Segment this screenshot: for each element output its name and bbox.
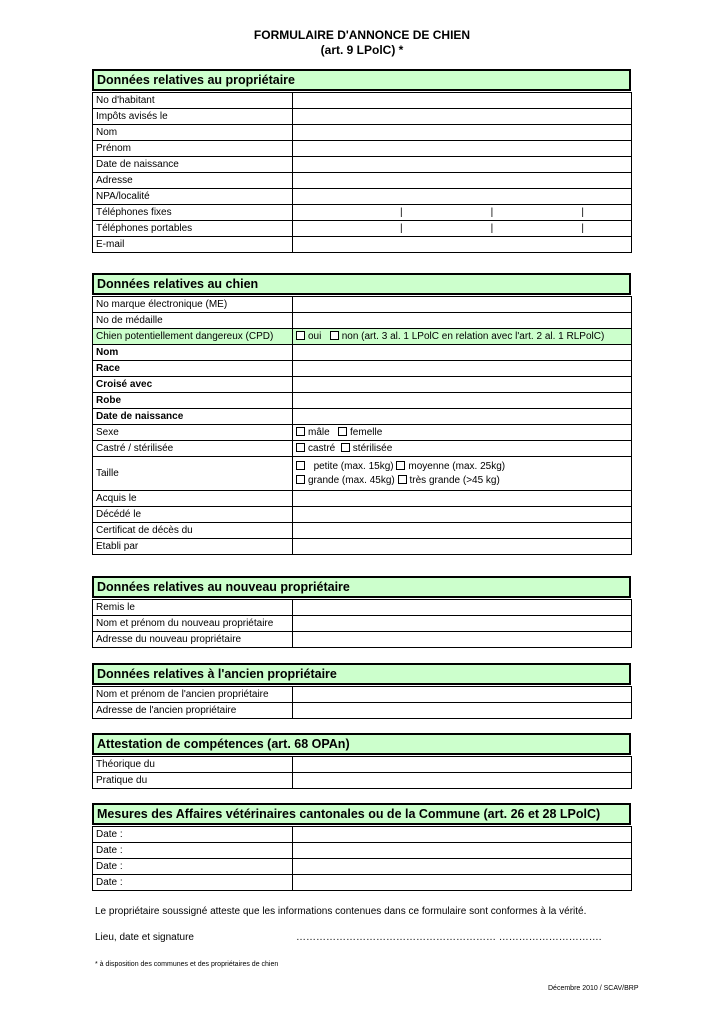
field-label: Téléphones fixes (93, 205, 293, 221)
table-row (93, 141, 632, 157)
table-row (93, 221, 632, 237)
phone-separator: | (400, 223, 403, 234)
neutered-options (293, 441, 632, 457)
option-label: castré (308, 443, 336, 454)
owner-lastname-field[interactable] (293, 125, 632, 141)
section-measures (92, 803, 631, 891)
phone-separator: | (581, 207, 584, 218)
table-row (93, 827, 632, 843)
section-owner (92, 69, 631, 253)
field-label: Chien potentiellement dangereux (CPD) (93, 329, 293, 345)
table-row (93, 125, 632, 141)
option-label: très grande (>45 kg) (409, 474, 500, 486)
form-subtitle: (art. 9 LPolC) * (320, 43, 404, 57)
dangerous-options (293, 329, 632, 345)
microchip-field[interactable] (293, 297, 632, 313)
field-label: E-mail (93, 237, 293, 253)
table-row (93, 523, 632, 539)
field-label: Date : (93, 827, 293, 843)
owner-table (92, 92, 632, 253)
checkbox-icon[interactable] (330, 331, 339, 340)
table-row (93, 616, 632, 632)
cross-field[interactable] (293, 377, 632, 393)
checkbox-icon[interactable] (296, 427, 305, 436)
section-measures-title: Mesures des Affaires vétérinaires cantonales ou de la Commune (art. 26 et 28 LPolC) (92, 803, 631, 825)
table-row (93, 377, 632, 393)
field-label: Date de naissance (93, 157, 293, 173)
section-dog-title: Données relatives au chien (92, 273, 631, 295)
field-label: Date : (93, 859, 293, 875)
option-label: mâle (308, 427, 330, 438)
table-row (93, 189, 632, 205)
competence-table (92, 756, 632, 789)
measure-field[interactable] (293, 859, 632, 875)
email-field[interactable] (293, 237, 632, 253)
dog-birthdate-field[interactable] (293, 409, 632, 425)
medal-field[interactable] (293, 313, 632, 329)
option-label: moyenne (max. 25kg) (408, 460, 506, 472)
table-row (93, 703, 632, 719)
table-row (93, 843, 632, 859)
table-row (93, 409, 632, 425)
table-row (93, 600, 632, 616)
field-label: Nom (93, 345, 293, 361)
table-row (93, 687, 632, 703)
table-row (93, 425, 632, 441)
section-old-owner-title: Données relatives à l'ancien propriétaire (92, 663, 631, 685)
checkbox-icon[interactable] (296, 331, 305, 340)
theory-date-field[interactable] (293, 757, 632, 773)
table-row (93, 539, 632, 555)
practice-date-field[interactable] (293, 773, 632, 789)
form-title: FORMULAIRE D'ANNONCE DE CHIEN (253, 28, 471, 42)
field-label: NPA/localité (93, 189, 293, 205)
field-label: Croisé avec (93, 377, 293, 393)
measure-field[interactable] (293, 843, 632, 859)
table-row (93, 507, 632, 523)
field-label: Castré / stérilisée (93, 441, 293, 457)
phone-separator: | (490, 223, 494, 234)
option-label: grande (max. 45kg) (308, 474, 395, 486)
field-label: Prénom (93, 141, 293, 157)
footnote: * à disposition des communes et des propriétaires de chien (95, 961, 279, 968)
field-label: Décédé le (93, 507, 293, 523)
new-owner-table (92, 599, 632, 648)
section-new-owner-title: Données relatives au nouveau propriétaire (92, 576, 631, 598)
table-row (93, 393, 632, 409)
field-label: Nom et prénom de l'ancien propriétaire (93, 687, 293, 703)
handover-date-field[interactable] (293, 600, 632, 616)
field-label: Acquis le (93, 491, 293, 507)
owner-birthdate-field[interactable] (293, 157, 632, 173)
owner-address-field[interactable] (293, 173, 632, 189)
breed-field[interactable] (293, 361, 632, 377)
issued-by-field[interactable] (293, 539, 632, 555)
field-label: Race (93, 361, 293, 377)
field-label: Nom (93, 125, 293, 141)
table-row (93, 93, 632, 109)
option-label: oui (308, 331, 322, 342)
section-old-owner (92, 663, 631, 719)
field-label: Robe (93, 393, 293, 409)
table-row (93, 173, 632, 189)
measure-field[interactable] (293, 827, 632, 843)
table-row (93, 757, 632, 773)
table-row (93, 345, 632, 361)
field-label: Date : (93, 875, 293, 891)
option-label: non (art. 3 al. 1 LPolC en relation avec l'art. 2 al. 1 RLPolC) (341, 331, 605, 342)
field-label: Adresse de l'ancien propriétaire (93, 703, 293, 719)
new-owner-address-field[interactable] (293, 632, 632, 648)
signature-label: Lieu, date et signature (95, 932, 194, 943)
checkbox-icon[interactable] (296, 461, 305, 470)
old-owner-table (92, 686, 632, 719)
field-label: Pratique du (93, 773, 293, 789)
size-options (293, 457, 632, 491)
coat-field[interactable] (293, 393, 632, 409)
signature-line[interactable]: …………………………………………………… …………………………. (296, 932, 602, 943)
phone-separator: | (400, 207, 403, 218)
deceased-date-field[interactable] (293, 507, 632, 523)
field-label: Téléphones portables (93, 221, 293, 237)
tax-notified-field[interactable] (293, 109, 632, 125)
checkbox-icon[interactable] (296, 443, 305, 452)
table-row (93, 313, 632, 329)
table-row (93, 361, 632, 377)
table-row (93, 773, 632, 789)
field-label: Impôts avisés le (93, 109, 293, 125)
phone-separator: | (490, 207, 494, 218)
measures-table (92, 826, 632, 891)
checkbox-icon[interactable] (341, 443, 350, 452)
table-row (93, 237, 632, 253)
option-label: femelle (350, 427, 383, 438)
phone-separator: | (581, 223, 584, 234)
table-row (93, 859, 632, 875)
field-label: No de médaille (93, 313, 293, 329)
field-label: Date de naissance (93, 409, 293, 425)
field-label: Date : (93, 843, 293, 859)
measure-field[interactable] (293, 875, 632, 891)
owner-firstname-field[interactable] (293, 141, 632, 157)
dog-name-field[interactable] (293, 345, 632, 361)
old-owner-name-field[interactable] (293, 687, 632, 703)
table-row (93, 329, 632, 345)
death-certificate-field[interactable] (293, 523, 632, 539)
section-new-owner (92, 576, 631, 648)
table-row (93, 109, 632, 125)
old-owner-address-field[interactable] (293, 703, 632, 719)
checkbox-icon[interactable] (398, 475, 407, 484)
checkbox-icon[interactable] (396, 461, 405, 470)
table-row (93, 491, 632, 507)
mobile-phones-field[interactable] (293, 221, 632, 237)
field-label: No marque électronique (ME) (93, 297, 293, 313)
table-row (93, 157, 632, 173)
resident-number-field[interactable] (293, 93, 632, 109)
field-label: Nom et prénom du nouveau propriétaire (93, 616, 293, 632)
field-label: No d'habitant (93, 93, 293, 109)
dog-table (92, 296, 632, 555)
field-label: Sexe (93, 425, 293, 441)
section-competence (92, 733, 631, 789)
acquired-date-field[interactable] (293, 491, 632, 507)
field-label: Remis le (93, 600, 293, 616)
section-owner-title: Données relatives au propriétaire (92, 69, 631, 91)
option-label: stérilisée (352, 443, 393, 454)
field-label: Etabli par (93, 539, 293, 555)
field-label: Certificat de décès du (93, 523, 293, 539)
section-dog (92, 273, 631, 555)
table-row (93, 457, 632, 491)
owner-zip-city-field[interactable] (293, 189, 632, 205)
field-label: Théorique du (93, 757, 293, 773)
table-row (93, 632, 632, 648)
version-note: Décembre 2010 / SCAV/BRP (548, 985, 639, 992)
field-label: Adresse du nouveau propriétaire (93, 632, 293, 648)
table-row (93, 441, 632, 457)
field-label: Taille (93, 457, 293, 491)
table-row (93, 297, 632, 313)
option-label: petite (max. 15kg) (313, 460, 394, 472)
section-competence-title: Attestation de compétences (art. 68 OPAn) (92, 733, 631, 755)
field-label: Adresse (93, 173, 293, 189)
fixed-phones-field[interactable] (293, 205, 632, 221)
declaration-text: Le propriétaire soussigné atteste que les informations contenues dans ce formulaire sont conformes à la vérité. (95, 906, 587, 917)
checkbox-icon[interactable] (296, 475, 305, 484)
new-owner-name-field[interactable] (293, 616, 632, 632)
sex-options (293, 425, 632, 441)
checkbox-icon[interactable] (338, 427, 347, 436)
table-row (93, 205, 632, 221)
table-row (93, 875, 632, 891)
